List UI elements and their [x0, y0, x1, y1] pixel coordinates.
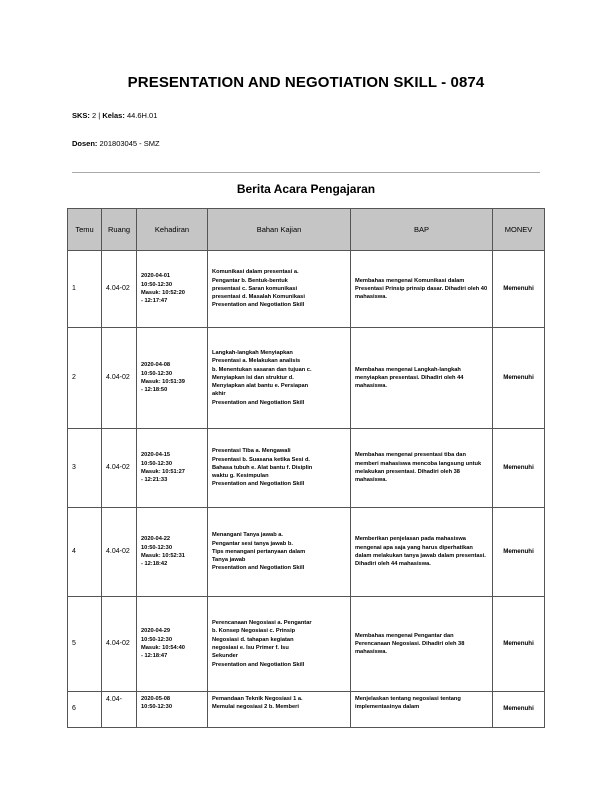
- kehadiran-cell: [137, 328, 208, 429]
- bahan-line: b. Menentukan sasaran dan tujuan c.: [212, 366, 312, 373]
- bahan-line: presentasi d. Masalah Komunikasi: [212, 294, 305, 301]
- kehadiran-line: - 12:18:47: [141, 653, 168, 660]
- bahan-line: b. Konsep Negosiasi c. Prinsip: [212, 628, 296, 635]
- kehadiran-line: Masuk: 10:51:27: [141, 469, 185, 475]
- bahan-line: Memulai negosiasi 2 b. Memberi: [212, 704, 299, 711]
- bap-cell: Memberikan penjelasan pada mahasiswa mengenai apa saja yang harus diperhatikan dalam melakukan tanya jawab dalam presentasi. Dihadiri oleh 44 mahasiswa.: [351, 508, 493, 597]
- kehadiran-line: 10:50-12:30: [141, 281, 172, 288]
- table-row: [68, 251, 545, 328]
- monev-cell: Memenuhi: [493, 251, 545, 328]
- kehadiran-line: 10:50-12:30: [141, 460, 172, 467]
- column-header-temu: Temu: [68, 209, 102, 251]
- kehadiran-cell: [137, 508, 208, 597]
- temu-cell: 2: [68, 328, 102, 429]
- kehadiran-line: Masuk: 10:51:39: [141, 379, 185, 385]
- kehadiran-line: 2020-04-22: [141, 536, 171, 543]
- sks-label: SKS:: [72, 111, 90, 120]
- bahan-line: Bahasa tubuh e. Alat bantu f. Disiplin: [212, 464, 313, 471]
- meta-separator: |: [98, 111, 101, 120]
- column-header-kehadiran: Kehadiran: [137, 209, 208, 251]
- ruang-cell: 4.04-02: [102, 251, 137, 328]
- table-row: [68, 692, 545, 728]
- column-header-monev: MONEV: [493, 209, 545, 251]
- bahan-line: Pemandaan Teknik Negosiasi 1 a.: [212, 696, 303, 702]
- bahan-kajian-cell: [208, 692, 351, 728]
- temu-cell: 3: [68, 429, 102, 508]
- kehadiran-line: - 12:18:50: [141, 387, 168, 394]
- kehadiran-line: 10:50-12:30: [141, 704, 172, 711]
- bahan-kajian-cell: [208, 597, 351, 692]
- ruang-cell: 4.04-: [102, 692, 137, 728]
- sks-value: 2: [92, 111, 97, 120]
- ruang-cell: 4.04-02: [102, 429, 137, 508]
- bahan-line: Tanya jawab: [212, 557, 246, 564]
- monev-cell: Memenuhi: [493, 508, 545, 597]
- table-row: [68, 328, 545, 429]
- lecturer-meta: [72, 139, 160, 148]
- bap-cell: Menjelaskan tentang negosiasi tentang implementasinya dalam: [351, 692, 493, 728]
- bahan-line: Presentasi b. Suasana ketika Sesi d.: [212, 456, 311, 463]
- bahan-line: presentasi c. Saran komunikasi: [212, 285, 298, 292]
- kelas-value: 44.6H.01: [126, 111, 158, 120]
- column-header-bap: BAP: [351, 209, 493, 251]
- bahan-line: Presentation and Negotiation Skill: [212, 481, 305, 488]
- kehadiran-line: 10:50-12:30: [141, 544, 172, 551]
- page-title: PRESENTATION AND NEGOTIATION SKILL - 0874: [127, 74, 485, 91]
- bahan-line: Presentation and Negotiation Skill: [212, 661, 305, 668]
- monev-cell: Memenuhi: [493, 597, 545, 692]
- kehadiran-line: 2020-04-15: [141, 452, 171, 459]
- table-row: [68, 429, 545, 508]
- table-row: [68, 597, 545, 692]
- bahan-line: Komunikasi dalam presentasi a.: [212, 269, 299, 276]
- bap-cell: Membahas mengenai Komunikasi dalam Presentasi Prinsip prinsip dasar. Dihadiri oleh 40 mahasiswa.: [351, 251, 493, 328]
- kehadiran-line: 2020-04-29: [141, 628, 171, 635]
- bahan-line: Perencanaan Negosiasi a. Pengantar: [212, 620, 312, 627]
- kehadiran-line: 10:50-12:30: [141, 370, 172, 377]
- bahan-line: Menangani Tanya jawab a.: [212, 532, 284, 539]
- kehadiran-line: 2020-04-08: [141, 362, 171, 369]
- monev-cell: Memenuhi: [493, 692, 545, 728]
- bahan-line: Presentation and Negotiation Skill: [212, 399, 305, 406]
- teaching-log-table: [67, 208, 545, 728]
- kehadiran-cell: [137, 692, 208, 728]
- kehadiran-line: 10:50-12:30: [141, 636, 172, 643]
- dosen-value: 201803045 - SMZ: [99, 139, 160, 148]
- dosen-label: Dosen:: [72, 139, 98, 148]
- kehadiran-line: Masuk: 10:52:20: [141, 290, 185, 296]
- bahan-kajian-cell: [208, 251, 351, 328]
- kehadiran-line: 2020-05-08: [141, 696, 171, 702]
- bahan-line: negosiasi e. Isu Primer f. Isu: [212, 645, 289, 651]
- kehadiran-line: 2020-04-01: [141, 273, 171, 280]
- monev-cell: Memenuhi: [493, 328, 545, 429]
- column-header-bahan-kajian: Bahan Kajian: [208, 209, 351, 251]
- bap-cell: Membahas mengenai Pengantar dan Perencanaan Negosiasi. Dihadiri oleh 38 mahasiswa.: [351, 597, 493, 692]
- table-row: [68, 508, 545, 597]
- ruang-cell: 4.04-02: [102, 328, 137, 429]
- bahan-kajian-cell: [208, 508, 351, 597]
- kehadiran-cell: [137, 597, 208, 692]
- divider: [72, 172, 540, 173]
- temu-cell: 5: [68, 597, 102, 692]
- temu-cell: 6: [68, 692, 102, 728]
- table-header-row: [68, 209, 545, 251]
- bahan-kajian-cell: [208, 429, 351, 508]
- bahan-line: Menyiapkan isi dan struktur d.: [212, 374, 294, 381]
- ruang-cell: 4.04-02: [102, 597, 137, 692]
- course-meta: [72, 111, 157, 120]
- kelas-label: Kelas:: [102, 111, 125, 120]
- bahan-line: Presentation and Negotiation Skill: [212, 565, 305, 572]
- bahan-line: Langkah-langkah Menyiapkan: [212, 350, 293, 357]
- bahan-line: Pengantar b. Bentuk-bentuk: [212, 277, 288, 284]
- bahan-line: Menyiapkan alat bantu e. Persiapan: [212, 383, 309, 390]
- kehadiran-line: - 12:17:47: [141, 298, 168, 305]
- bap-cell: Membahas mengenai presentasi tiba dan memberi mahasiswa mencoba langsung untuk melakukan presentasi. Dihadiri oleh 38 mahasiswa.: [351, 429, 493, 508]
- bap-cell: Membahas mengenai Langkah-langkah menyiapkan presentasi. Dihadiri oleh 44 mahasiswa.: [351, 328, 493, 429]
- temu-cell: 1: [68, 251, 102, 328]
- kehadiran-line: Masuk: 10:54:40: [141, 645, 185, 651]
- section-title: Berita Acara Pengajaran: [236, 182, 376, 196]
- temu-cell: 4: [68, 508, 102, 597]
- kehadiran-line: - 12:18:42: [141, 561, 168, 568]
- bahan-line: Pengantar sesi tanya jawab b.: [212, 540, 293, 547]
- bahan-line: waktu g. Kesimpulan: [212, 473, 269, 480]
- kehadiran-line: - 12:21:33: [141, 477, 168, 484]
- bahan-line: Presentasi a. Melakukan analisis: [212, 358, 301, 365]
- kehadiran-line: Masuk: 10:52:31: [141, 553, 185, 559]
- kehadiran-cell: [137, 429, 208, 508]
- monev-cell: Memenuhi: [493, 429, 545, 508]
- bahan-line: Presentation and Negotiation Skill: [212, 302, 305, 309]
- bahan-kajian-cell: [208, 328, 351, 429]
- kehadiran-cell: [137, 251, 208, 328]
- ruang-cell: 4.04-02: [102, 508, 137, 597]
- bahan-line: Sekunder: [212, 653, 238, 660]
- bahan-line: akhir: [212, 391, 226, 398]
- bahan-line: Negosiasi d. tahapan kegiatan: [212, 636, 294, 643]
- column-header-ruang: Ruang: [102, 209, 137, 251]
- bahan-line: Presentasi Tiba a. Mengawali: [212, 448, 291, 455]
- bahan-line: Tips menangani pertanyaan dalam: [212, 548, 306, 555]
